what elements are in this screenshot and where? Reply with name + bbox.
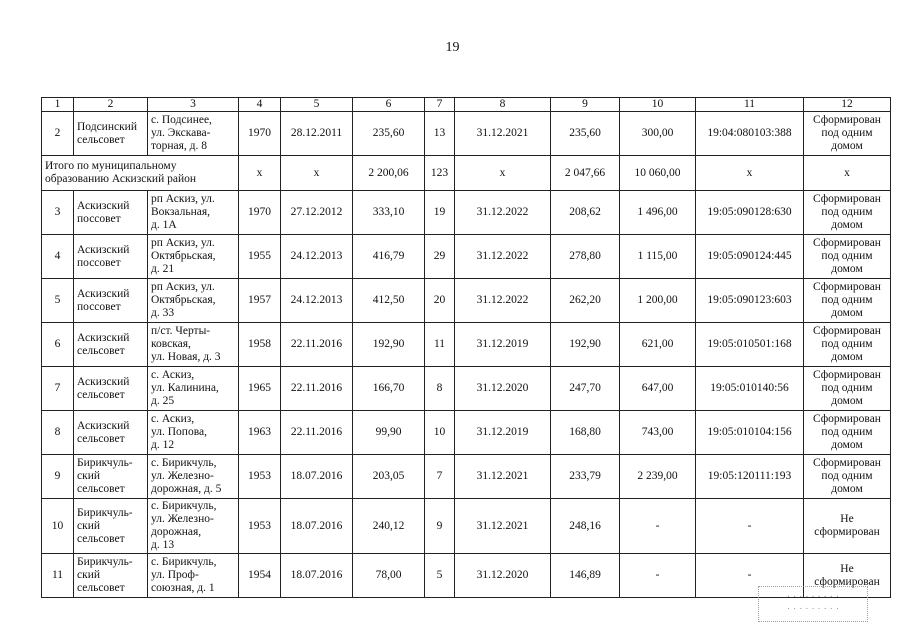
total-label-cell [42,156,239,191]
table-body [42,98,891,598]
address-cell-line: д. 13 [151,539,175,551]
area-cell: 78,00 [353,554,425,598]
address-cell-line: с. Бирикчуль, [151,457,217,469]
column-number-cell: 5 [281,98,353,112]
cadastral-area-cell: 647,00 [620,367,696,411]
cadastral-area-cell: 300,00 [620,112,696,156]
settlement-cell-line: Бирикчуль- [77,457,133,469]
total-area-cell: 2 200,06 [353,156,425,191]
address-cell-line: ул. Калинина, [151,382,219,394]
date-recognized-cell: 22.11.2016 [281,367,353,411]
address-cell-line: с. Аскиз, [151,413,195,425]
settlement-cell [74,235,148,279]
address-cell [148,112,239,156]
residents-cell: 8 [425,367,455,411]
year-cell: 1970 [239,191,281,235]
land-area-cell: 168,80 [551,411,620,455]
settlement-cell-line: ский [77,519,100,532]
column-number-cell: 10 [620,98,696,112]
status-cell-line: Сформирован [813,114,881,126]
row-number-cell: 5 [42,279,74,323]
address-cell-line: дорожная, д. 5 [151,483,222,495]
total-cadastral-area-cell: 10 060,00 [620,156,696,191]
area-cell: 412,50 [353,279,425,323]
address-cell-line: ул. Попова, [151,426,207,438]
land-area-cell: 248,16 [551,499,620,554]
column-number-cell: 7 [425,98,455,112]
status-cell-line: под одним [821,382,873,394]
address-cell-line: с. Подсинее, [151,114,212,126]
deadline-cell: 31.12.2019 [455,411,551,455]
residents-cell: 9 [425,499,455,554]
land-area-cell: 192,90 [551,323,620,367]
status-cell-line: Сформирован [813,457,881,469]
status-cell-line: домом [831,395,863,407]
address-cell-line: Вокзальная, [151,206,211,218]
residents-cell: 10 [425,411,455,455]
residents-cell: 19 [425,191,455,235]
settlement-cell-line: сельсовет [77,582,125,594]
address-cell-line: д. 1А [151,219,177,231]
land-area-cell: 247,70 [551,367,620,411]
cadastral-area-cell: 2 239,00 [620,455,696,499]
residents-cell: 20 [425,279,455,323]
settlement-cell-line: сельсовет [77,133,125,146]
date-recognized-cell: 24.12.2013 [281,235,353,279]
residents-cell: 13 [425,112,455,156]
address-cell-line: ковская, [151,338,191,350]
status-cell-line: домом [831,483,863,495]
table-row [42,191,891,235]
column-number-cell: 2 [74,98,148,112]
status-cell-line: Сформирован [813,369,881,381]
status-cell-line: под одним [821,127,873,139]
row-number-cell: 7 [42,367,74,411]
cadastral-number-cell: 19:05:090123:603 [696,279,804,323]
status-cell-line: под одним [821,206,873,218]
address-cell-line: дорожная, [151,526,202,538]
address-cell-line: Октябрьская, [151,250,216,262]
area-cell: 333,10 [353,191,425,235]
status-cell [804,112,891,156]
status-cell-line: под одним [821,470,873,482]
cadastral-area-cell: 1 115,00 [620,235,696,279]
status-cell-line: домом [831,351,863,363]
year-cell: 1970 [239,112,281,156]
date-recognized-cell: 18.07.2016 [281,455,353,499]
deadline-cell: 31.12.2020 [455,367,551,411]
address-cell [148,235,239,279]
status-cell [804,191,891,235]
total-cadastral-number-cell: х [696,156,804,191]
address-cell [148,279,239,323]
settlement-cell-line: поссовет [77,212,121,225]
address-cell [148,367,239,411]
status-cell [804,367,891,411]
deadline-cell: 31.12.2020 [455,554,551,598]
address-cell-line: п/ст. Черты- [151,325,211,337]
table-row [42,323,891,367]
year-cell: 1953 [239,455,281,499]
date-recognized-cell: 28.12.2011 [281,112,353,156]
date-recognized-cell: 22.11.2016 [281,411,353,455]
table-row [42,499,891,554]
address-cell [148,191,239,235]
area-cell: 192,90 [353,323,425,367]
land-area-cell: 233,79 [551,455,620,499]
status-cell [804,279,891,323]
address-cell-line: ул. Железно- [151,513,214,525]
land-area-cell: 208,62 [551,191,620,235]
address-cell-line: рп Аскиз, ул. [151,193,215,205]
column-number-cell: 6 [353,98,425,112]
address-cell-line: д. 25 [151,395,175,407]
status-cell-line: под одним [821,338,873,350]
area-cell: 416,79 [353,235,425,279]
address-cell [148,323,239,367]
row-number-cell: 4 [42,235,74,279]
cadastral-number-cell: 19:05:010501:168 [696,323,804,367]
status-cell [804,235,891,279]
status-cell-line: сформирован [814,526,880,538]
status-cell-line: домом [831,219,863,231]
scan-stamp: · · · · · · · · · · · · · · · · · · [758,586,868,622]
status-cell-line: Не [840,513,854,525]
status-cell [804,323,891,367]
cadastral-number-cell: 19:05:120111:193 [696,455,804,499]
total-status-cell: х [804,156,891,191]
housing-registry-table [41,97,891,598]
year-cell: 1958 [239,323,281,367]
settlement-cell-line: поссовет [77,256,121,269]
settlement-cell-line: Аскизский [77,287,130,300]
status-cell-line: домом [831,439,863,451]
address-cell-line: с. Бирикчуль, [151,500,217,512]
residents-cell: 7 [425,455,455,499]
status-cell-line: под одним [821,250,873,262]
address-cell-line: с. Аскиз, [151,369,195,381]
address-cell-line: рп Аскиз, ул. [151,281,215,293]
land-area-cell: 262,20 [551,279,620,323]
column-number-cell: 1 [42,98,74,112]
total-land-area-cell: 2 047,66 [551,156,620,191]
cadastral-number-cell: 19:05:010140:56 [696,367,804,411]
deadline-cell: 31.12.2022 [455,279,551,323]
address-cell [148,554,239,598]
row-number-cell: 2 [42,112,74,156]
row-number-cell: 6 [42,323,74,367]
column-number-cell: 9 [551,98,620,112]
residents-cell: 29 [425,235,455,279]
settlement-cell-line: сельсовет [77,344,125,357]
table-row [42,112,891,156]
address-cell-line: ул. Железно- [151,470,214,482]
table-row [42,279,891,323]
status-cell-line: домом [831,140,863,152]
address-cell-line: торная, д. 8 [151,140,208,152]
cadastral-area-cell: 1 496,00 [620,191,696,235]
total-label-cell-line: Итого по муниципальному [45,160,177,172]
area-cell: 240,12 [353,499,425,554]
row-number-cell: 11 [42,554,74,598]
address-cell-line: Октябрьская, [151,294,216,306]
column-number-cell: 4 [239,98,281,112]
status-cell [804,455,891,499]
settlement-cell [74,191,148,235]
year-cell: 1965 [239,367,281,411]
table-row [42,235,891,279]
year-cell: 1955 [239,235,281,279]
area-cell: 166,70 [353,367,425,411]
address-cell-line: рп Аскиз, ул. [151,237,215,249]
table-row [42,367,891,411]
year-cell: 1954 [239,554,281,598]
status-cell-line: Сформирован [813,325,881,337]
deadline-cell: 31.12.2021 [455,112,551,156]
settlement-cell-line: Аскизский [77,419,130,432]
cadastral-area-cell: - [620,554,696,598]
column-number-cell: 11 [696,98,804,112]
cadastral-number-cell: - [696,499,804,554]
settlement-cell-line: сельсовет [77,432,125,445]
settlement-cell-line: Аскизский [77,331,130,344]
year-cell: 1957 [239,279,281,323]
address-cell-line: ул. Проф- [151,569,199,581]
address-cell-line: ул. Новая, д. 3 [151,351,221,363]
cadastral-number-cell: 19:05:010104:156 [696,411,804,455]
date-recognized-cell: 22.11.2016 [281,323,353,367]
address-cell-line: с. Бирикчуль, [151,556,217,568]
date-recognized-cell: 27.12.2012 [281,191,353,235]
address-cell [148,411,239,455]
settlement-cell [74,112,148,156]
status-cell-line: под одним [821,294,873,306]
cadastral-number-cell: 19:05:090128:630 [696,191,804,235]
address-cell-line: д. 33 [151,307,175,319]
cadastral-number-cell: - [696,554,804,598]
status-cell-line: сформирован [814,575,880,588]
settlement-cell [74,367,148,411]
cadastral-number-cell: 19:05:090124:445 [696,235,804,279]
deadline-cell: 31.12.2022 [455,191,551,235]
status-cell-line: домом [831,307,863,319]
address-cell [148,455,239,499]
cadastral-area-cell: 743,00 [620,411,696,455]
total-residents-cell: 123 [425,156,455,191]
area-cell: 99,90 [353,411,425,455]
column-number-cell: 3 [148,98,239,112]
settlement-cell-line: Аскизский [77,199,130,212]
settlement-cell-line: сельсовет [77,388,125,401]
deadline-cell: 31.12.2021 [455,499,551,554]
residents-cell: 5 [425,554,455,598]
row-number-cell: 10 [42,499,74,554]
total-label-cell-line: образованию Аскизский район [45,173,197,185]
land-area-cell: 146,89 [551,554,620,598]
settlement-cell-line: сельсовет [77,483,125,495]
settlement-cell-line: Аскизский [77,375,130,388]
address-cell-line: д. 21 [151,263,175,275]
column-number-row [42,98,891,112]
date-recognized-cell: 18.07.2016 [281,554,353,598]
year-cell: 1953 [239,499,281,554]
status-cell-line: Сформирован [813,193,881,205]
cadastral-area-cell: - [620,499,696,554]
column-number-cell: 8 [455,98,551,112]
settlement-cell [74,323,148,367]
cadastral-number-cell: 19:04:080103:388 [696,112,804,156]
settlement-cell-line: ский [77,569,100,581]
page-number: 19 [445,40,460,55]
area-cell: 203,05 [353,455,425,499]
settlement-cell [74,554,148,598]
settlement-cell-line: Бирикчуль- [77,506,133,519]
deadline-cell: 31.12.2019 [455,323,551,367]
address-cell-line: д. 12 [151,439,175,451]
table-row [42,455,891,499]
deadline-cell: 31.12.2022 [455,235,551,279]
table-row [42,411,891,455]
residents-cell: 11 [425,323,455,367]
cadastral-area-cell: 621,00 [620,323,696,367]
date-recognized-cell: 18.07.2016 [281,499,353,554]
settlement-cell-line: Аскизский [77,243,130,256]
settlement-cell-line: поссовет [77,300,121,313]
status-cell-line: Не [840,562,854,575]
land-area-cell: 278,80 [551,235,620,279]
total-row [42,156,891,191]
status-cell-line: Сформирован [813,413,881,425]
status-cell-line: домом [831,263,863,275]
address-cell-line: ул. Экскава- [151,127,211,139]
date-recognized-cell: 24.12.2013 [281,279,353,323]
year-cell: 1963 [239,411,281,455]
settlement-cell [74,279,148,323]
status-cell-line: Сформирован [813,237,881,249]
total-year-cell: х [239,156,281,191]
status-cell-line: Сформирован [813,281,881,293]
settlement-cell [74,455,148,499]
address-cell-line: союзная, д. 1 [151,582,215,594]
status-cell [804,499,891,554]
status-cell [804,411,891,455]
settlement-cell-line: Бирикчуль- [77,556,133,568]
deadline-cell: 31.12.2021 [455,455,551,499]
settlement-cell-line: ский [77,470,100,482]
settlement-cell-line: Подсинский [77,120,137,133]
land-area-cell: 235,60 [551,112,620,156]
settlement-cell [74,411,148,455]
row-number-cell: 9 [42,455,74,499]
area-cell: 235,60 [353,112,425,156]
status-cell-line: под одним [821,426,873,438]
address-cell [148,499,239,554]
cadastral-area-cell: 1 200,00 [620,279,696,323]
settlement-cell [74,499,148,554]
settlement-cell-line: сельсовет [77,532,125,545]
row-number-cell: 3 [42,191,74,235]
row-number-cell: 8 [42,411,74,455]
column-number-cell: 12 [804,98,891,112]
total-deadline-cell: х [455,156,551,191]
total-date-cell: х [281,156,353,191]
